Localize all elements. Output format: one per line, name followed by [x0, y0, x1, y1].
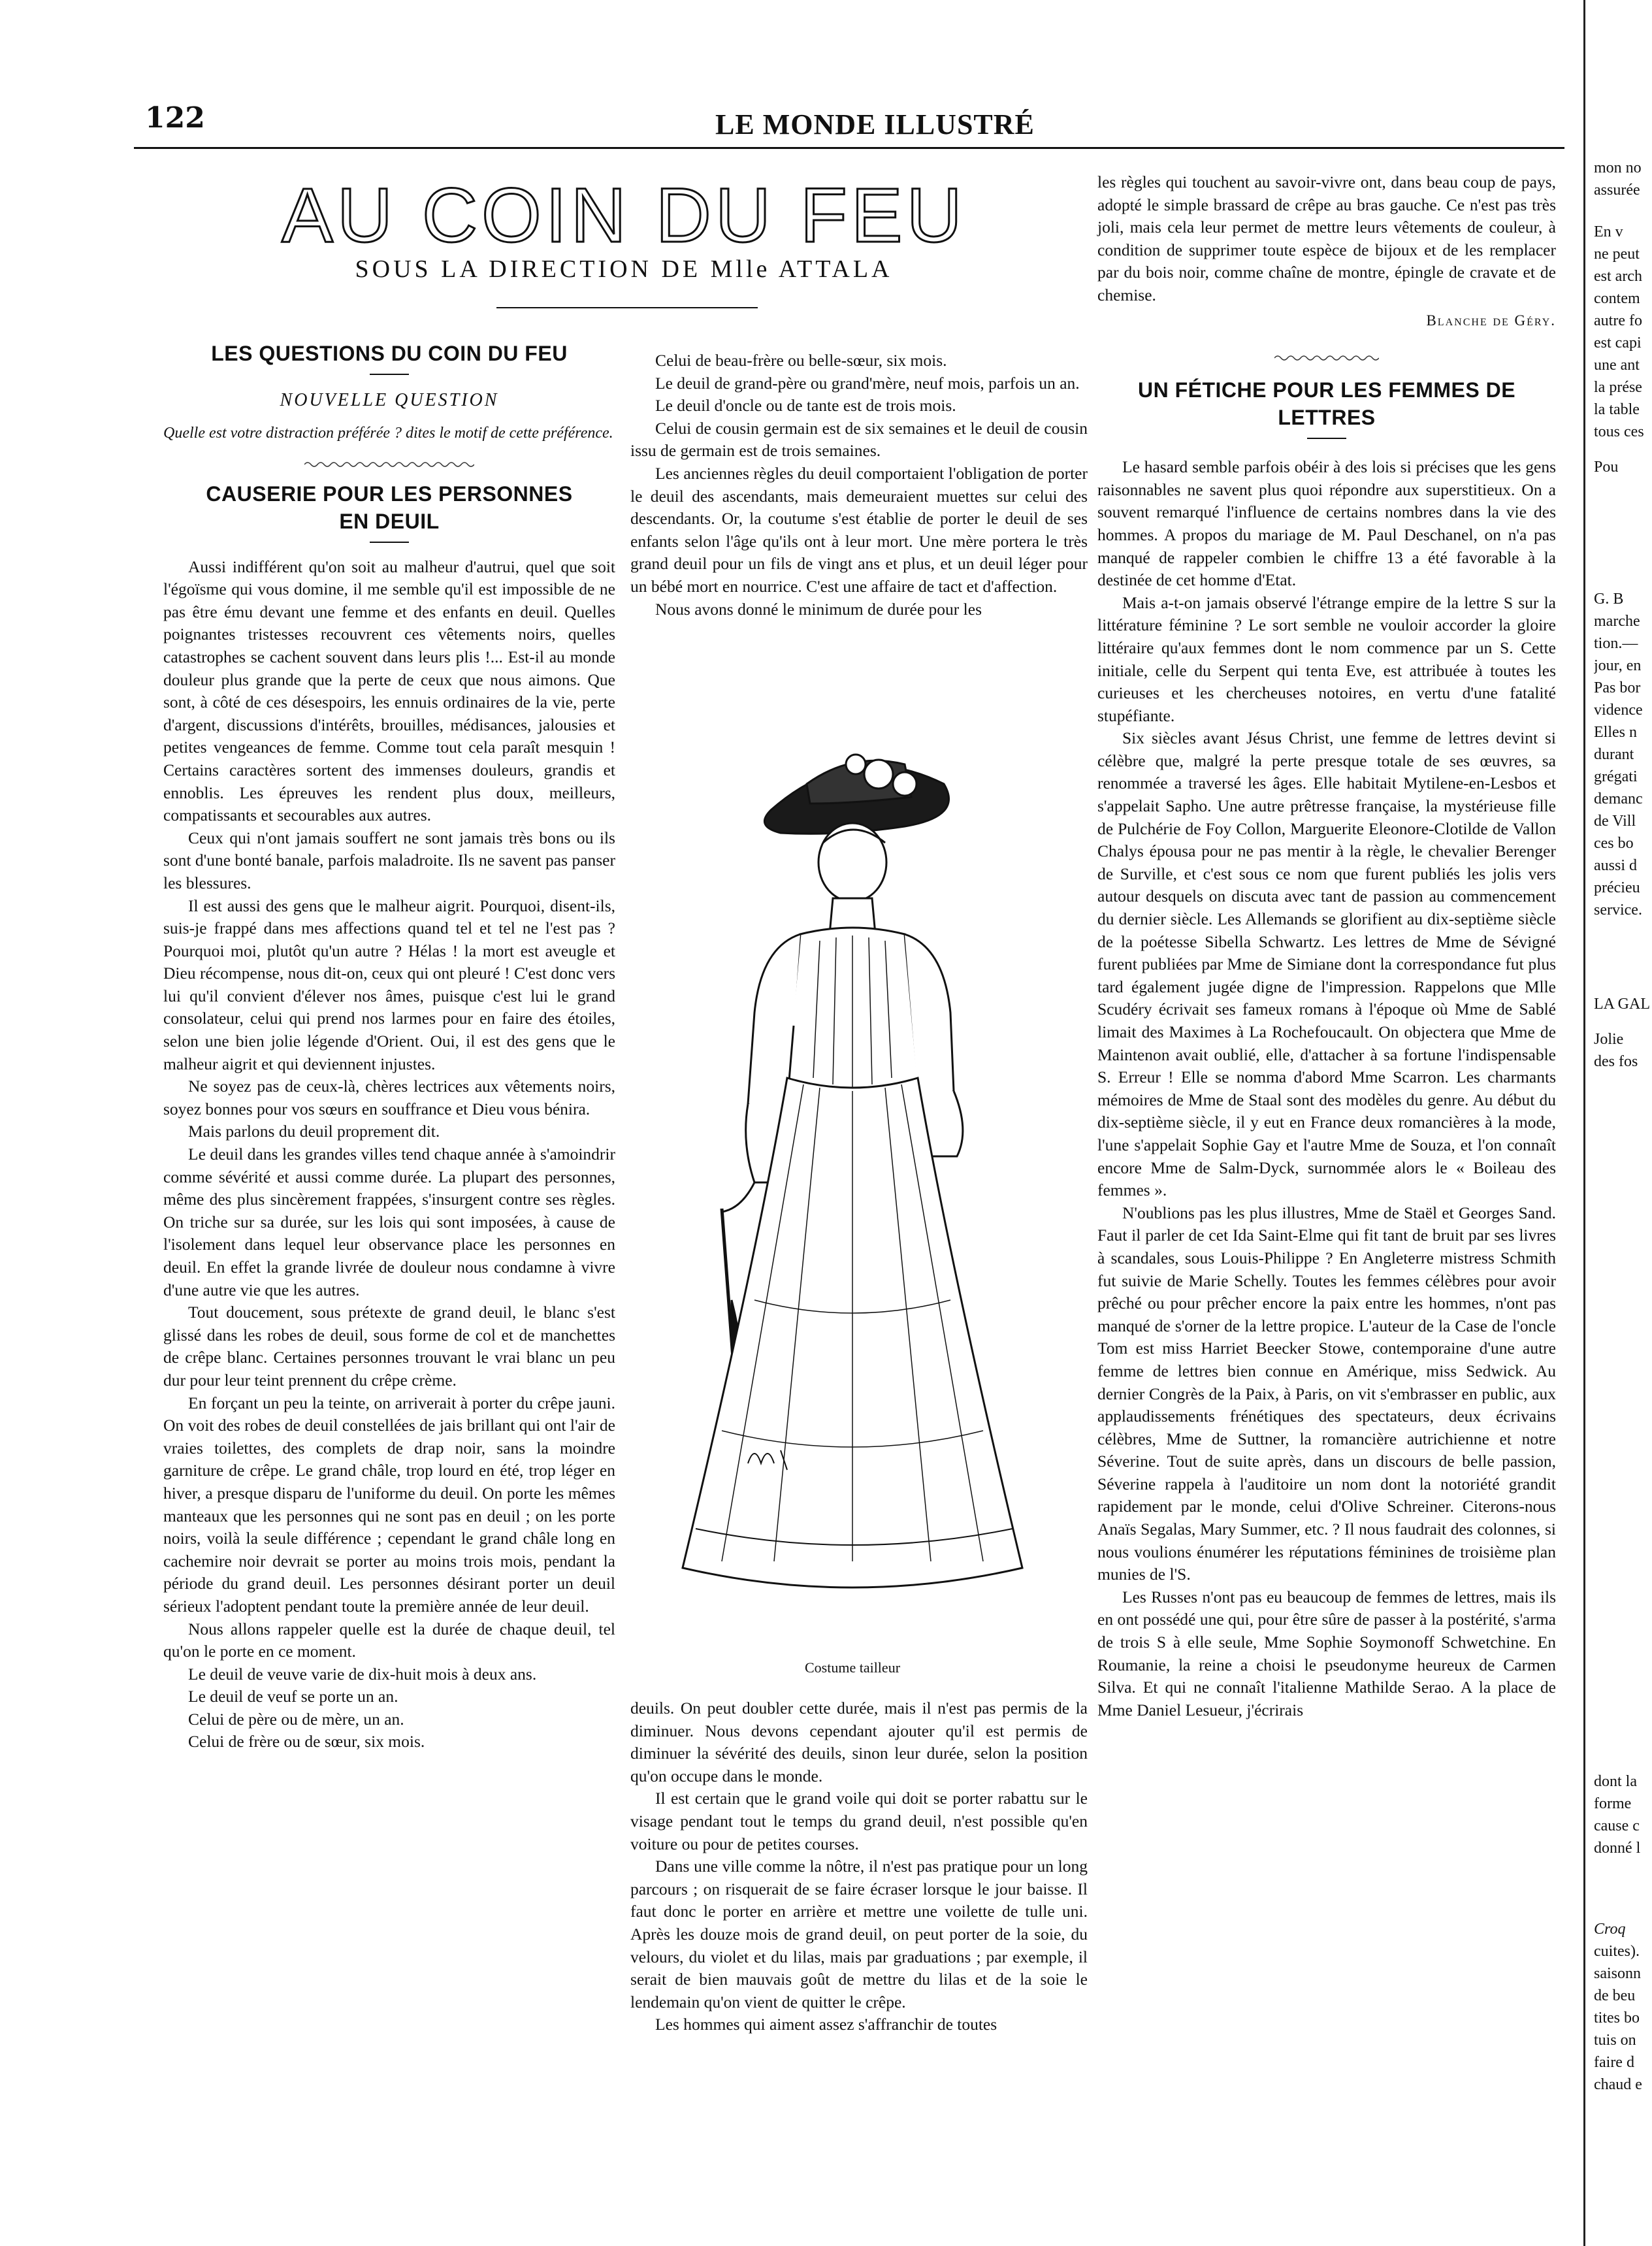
fragment: contem: [1594, 290, 1640, 307]
fragment: la prése: [1594, 379, 1642, 396]
fragment: marche: [1594, 613, 1640, 630]
section-title-deuil-line2: EN DEUIL: [339, 509, 440, 533]
fragment: de Vill: [1594, 813, 1636, 830]
paragraph: Les hommes qui aiment assez s'affranchir de toutes: [655, 2015, 997, 2034]
paragraph: Mais a-t-on jamais observé l'étrange empire de la lettre S sur la littérature féminine ? Le sort semble ne vouloir accorder la gloire littéraire qu'aux femmes dont le nom commence par un S. Cette initiale, celle du Serpent qui tenta Eve, est attribuée à toutes les curieuses et les chercheuses notoires, en vertu d'une fatalité stupéfiante.: [1097, 593, 1556, 725]
illustration-caption: Costume tailleur: [804, 1659, 901, 1676]
fragment: Elles n: [1594, 724, 1637, 741]
paragraph: Celui de beau-frère ou belle-sœur, six mois.: [655, 351, 947, 370]
fragment: des fos: [1594, 1053, 1638, 1070]
squiggle-divider: [304, 461, 474, 468]
fragment: durant: [1594, 746, 1634, 763]
paragraph: Le hasard semble parfois obéir à des lois si précises que les gens raisonnables ne savent plus quoi répondre aux superstitieux. On a souvent remarqué l'influence de certains nombres dans la vie des hommes. A propos du mariage de M. Paul Deschanel, on n'a pas manqué de rappeler combien le chiffre 13 a été favorable à la destinée de cet homme d'Etat.: [1097, 457, 1556, 590]
paragraph: Nous avons donné le minimum de durée pour les: [655, 599, 982, 619]
column-1: [163, 340, 615, 1753]
fragment: LA GAL: [1594, 996, 1650, 1013]
next-page-fragments-bottom: [1594, 1770, 1652, 2096]
paragraph: Le deuil dans les grandes villes tend chaque année à s'amoindrir comme sévérité et aussi comme durée. La plupart des personnes, même des plus sincèrement frappées, s'insurgent contre ses règles. On triche sur sa durée, sur les lois qui sont imposées, à cause de l'isolement dans lequel leur observance place les personnes en deuil. En effet la grande livrée de douleur nous condamne à vivre d'une autre vie que les autres.: [163, 1145, 615, 1299]
fragment: Pou: [1594, 459, 1619, 476]
fragment: est arch: [1594, 268, 1642, 285]
fragment: chaud e: [1594, 2076, 1642, 2093]
fragment: cuites).: [1594, 1943, 1640, 1960]
paragraph: Nous allons rappeler quelle est la durée de chaque deuil, tel qu'on le porte en ce moment.: [163, 1619, 615, 1661]
fragment: grégati: [1594, 768, 1638, 785]
fragment: Jolie: [1594, 1031, 1624, 1048]
column-2-top: [630, 350, 1088, 621]
fragment: demanc: [1594, 790, 1643, 807]
fragment: vidence: [1594, 702, 1643, 719]
paragraph: Le deuil de veuf se porte un an.: [188, 1687, 398, 1706]
paragraph: En forçant un peu la teinte, on arriverait à porter du crêpe jauni. On voit des robes de deuil constellées de jais brillant qui ont l'air de vraies toilettes, des complets de drap noir, sans la moindre garniture de crêpe. Le grand châle, trop lourd en été, trop léger en hiver, a presque disparu de l'uniforme du deuil. On porte les mêmes manteaux que les personnes qui ne sont pas en deuil ; on les porte noirs, voilà la seule différence ; cependant le grand châle long en cachemire noir devrait se porter au moins trois mois, pendant la période du grand deuil. Les personnes désirant porter un deuil sérieux l'adoptent pendant toute la première année de leur deuil.: [163, 1393, 615, 1616]
fragment: aussi d: [1594, 857, 1637, 874]
section-title-questions: LES QUESTIONS DU COIN DU FEU: [211, 342, 568, 365]
header-rule: [134, 147, 1564, 149]
fragment: autre fo: [1594, 312, 1642, 329]
fragment: tuis on: [1594, 2032, 1636, 2049]
fragment: G. B: [1594, 591, 1624, 608]
paragraph: Le deuil de veuve varie de dix-huit mois à deux ans.: [188, 1664, 537, 1684]
masthead-rule: [496, 307, 758, 308]
paragraph: Tout doucement, sous prétexte de grand deuil, le blanc s'est glissé dans les robes de deuil, sous forme de col et de manchettes de crêpe blanc. Certaines personnes trouvant le vrai blanc un peu dur pour leur teint prennent du crêpe crème.: [163, 1303, 615, 1390]
paragraph: Les Russes n'ont pas eu beaucoup de femmes de lettres, mais ils en ont possédé une qui, pour être sûre de passer à la postérité, s'arma de trois S à elle seule, Mme Sophie Soymonoff Schwetchine. En Roumanie, la reine a choisi le pseudonyme heureux de Carmen Silva. Et qui ne connaît l'italienne Mathilde Serao. A la place de Mme Daniel Lesueur, j'écrirais: [1097, 1587, 1556, 1719]
fragment: précieu: [1594, 879, 1640, 896]
paragraph: Ceux qui n'ont jamais souffert ne sont jamais très bons ou ils sont d'une bonté banale, parfois maladroite. Ils ne savent pas panser les blessures.: [163, 828, 615, 892]
paragraph: Celui de cousin germain est de six semaines et le deuil de cousin issu de germain est de trois semaines.: [630, 418, 1088, 461]
fragment: la table: [1594, 401, 1640, 418]
fragment: En v: [1594, 223, 1623, 240]
fragment: assurée: [1594, 182, 1640, 199]
paragraph: Celui de père ou de mère, un an.: [188, 1709, 404, 1729]
paragraph: Il est aussi des gens que le malheur aigrit. Pourquoi, disent-ils, suis-je frappé dans mes affections quand tel et tel ne l'est pas ? Pourquoi moi, plutôt qu'un autre ? Hélas ! la mort est aveugle et Dieu récompense, nous dit-on, ceux qui ont pleuré ! C'est donc vers lui qu'il convient d'élever nos âmes, puisque c'est lui le grand consolateur, celui qui prend nos larmes pour en faire des étoiles, selon une bien jolie légende d'Orient. Oui, il est des gens que le malheur aigrit et qui deviennent injustes.: [163, 896, 615, 1073]
fragment: ces bo: [1594, 835, 1634, 852]
fragment: tites bo: [1594, 2010, 1640, 2026]
fragment: saisonn: [1594, 1965, 1641, 1982]
fragment: de beu: [1594, 1987, 1636, 2004]
next-page-fragments-top: [1594, 157, 1652, 478]
fragment: forme: [1594, 1795, 1632, 1812]
fragment: une ant: [1594, 357, 1640, 374]
new-question-label: NOUVELLE QUESTION: [280, 390, 499, 410]
column-subtitle: SOUS LA DIRECTION DE Mlle ATTALA: [355, 255, 893, 283]
fragment: Croq: [1594, 1921, 1626, 1938]
paragraph: Dans une ville comme la nôtre, il n'est pas pratique pour un long parcours ; on risquerait de se faire écraser lorsque le jour baisse. Il faut donc le porter en arrière et mettre une voilette de tulle uni. Après les douze mois de grand deuil, on peut porter de la soie, du velours, du violet et du lilas, mais par graduations ; par exemple, il serait de bien mauvais goût de mettre du lilas et de la soie le lendemain qu'on vient de quitter le crêpe.: [630, 1857, 1088, 2011]
fragment: donné l: [1594, 1840, 1641, 1857]
fragment: Pas bor: [1594, 679, 1641, 696]
costume-illustration: [656, 712, 1048, 1646]
paragraph: Mais parlons du deuil proprement dit.: [188, 1122, 440, 1141]
column-2-bottom: [630, 1697, 1088, 2036]
paragraph: Six siècles avant Jésus Christ, une femme de lettres devint si célèbre que, malgré la perte presque totale de ses œuvres, sa renommée a traversé les âges. Elle habitait Mytilene-en-Lesbos et s'appelait Sapho. Une autre prêtresse française, la mystérieuse fille de Pulchérie de Foy Collon, Marguerite Eleonore-Clotilde de Vallon Chalys épousa pour ne pas mentir à la règle, le chevalier Berenger de Surville, et c'est sous ce nom que furent publiés les jolis vers autour desquels on discuta avec tant de passion au commencement du dernier siècle. Les Allemands se glorifient au dix-septième siècle de la poétesse Sibella Schwartz. Les lettres de Mme de Sévigné furent publiées par Mme de Simiane dont la correspondance fut plus tard également jugée digne de l'impression. Rappelons que Mlle Scudéry écrivait ses fameux romans à l'époque où Mme de Sablé limait des Maximes à La Rochefoucault. On objectera que Mme de Maintenon avait oublié, elle, d'attacher à sa fortune l'indispensable S. Erreur ! Elle se nomma d'abord Mme Scarron. Les charmants mémoires de Mme de Staal sont des modèles du genre. Au début du dix-septième siècle, il y eut en France deux romancières à la mode, l'une s'appelait Sophie Gay et l'autre Mme de Souza, et l'on connaît encore Mme de Salm-Dyck, surnommée alors le « Boileau des femmes ».: [1097, 728, 1556, 1200]
fragment: tous ces: [1594, 423, 1644, 440]
section-rule: [370, 374, 409, 375]
paragraph: N'oublions pas les plus illustres, Mme de Staël et Georges Sand. Faut il parler de cet Ida Saint-Elme qui fit tant de bruit par ses livres à scandales, sous Louis-Philippe ? En Angleterre mistress Schmith fut suivie de Marie Schelly. Toutes les femmes célèbres pour avoir prêché ou pour prêcher encore la paix entre les hommes, n'ont pas manqué de s'orner de la lettre propice. L'auteur de la Case de l'oncle Tom est miss Harriet Beecker Stowe, contemporaine d'une autre femme de lettres bien connue en Amérique, miss Sedwick. Au dernier Congrès de la Paix, à Paris, on vit s'embrasser en public, aux applaudissements frénétiques des spectateurs, deux écrivains célèbres, Mme de Suttner, la romancière autrichienne et notre Séverine. Tout de suite après, dans un discours de belle passion, Séverine rappela à l'auditoire un nom dont la notoriété grandit rapidement par le monde, celui d'Olive Schreiner. Citerons-nous Anaïs Segalas, Mary Summer, etc. ? Il nous faudrait des colonnes, si nous voulions énumérer les réputations féminines de troisième plan munies de l'S.: [1097, 1203, 1556, 1584]
fragment: jour, en: [1594, 657, 1642, 674]
paragraph: deuils. On peut doubler cette durée, mais il n'est pas permis de la diminuer. Nous devons cependant ajouter qu'il est permis de diminuer la sévérité des deuils, sinon leur durée, selon la position qu'on occupe dans le monde.: [630, 1699, 1088, 1785]
page-gutter: [1583, 0, 1585, 2246]
paragraph: Le deuil de grand-père ou grand'mère, neuf mois, parfois un an.: [655, 373, 1080, 393]
page-number: 122: [145, 101, 205, 135]
paragraph: Ne soyez pas de ceux-là, chères lectrices aux vêtements noirs, soyez bonnes pour vos sœurs en souffrance et Dieu vous bénira.: [163, 1077, 615, 1118]
fragment: mon no: [1594, 159, 1642, 176]
section-rule: [370, 542, 409, 543]
paragraph: Celui de frère ou de sœur, six mois.: [188, 1732, 425, 1751]
question-text: Quelle est votre distraction préférée ? dites le motif de cette préférence.: [163, 424, 613, 442]
publication-title: LE MONDE ILLUSTRÉ: [715, 108, 1035, 140]
fragment: cause c: [1594, 1817, 1640, 1834]
section-title-deuil-line1: CAUSERIE POUR LES PERSONNES: [206, 481, 573, 506]
paragraph: Il est certain que le grand voile qui doit se porter rabattu sur le visage pendant tout le temps du grand deuil, n'est possible qu'en voiture ou pour de petites courses.: [630, 1789, 1088, 1853]
fragment: dont la: [1594, 1773, 1637, 1790]
squiggle-divider: [1274, 354, 1379, 362]
paragraph: Les anciennes règles du deuil comportaient l'obligation de porter le deuil des ascendants, mais demeuraient muettes sur celui des descendants. Or, la coutume s'est établie de porter le deuil de ses enfants selon l'âge qu'ils ont à leur mort. Une mère portera le très grand deuil pour un fils de vingt ans et plus, et un deuil léger pour un bébé mort en nourrice. C'est une affaire de tact et d'affection.: [630, 463, 1088, 596]
next-page-fragments-mid: [1594, 588, 1652, 1073]
fragment: service.: [1594, 902, 1642, 919]
paragraph: les règles qui touchent au savoir-vivre ont, dans beau coup de pays, adopté le simple brassard de crêpe au bras gauche. Ce n'est pas très joli, mais cela leur permet de mettre leurs vêtements de couleur, à condition de supprimer toute espèce de bijoux et de les remplacer par du bois noir, comme chaîne de montre, épingle de cravate et de chemise.: [1097, 172, 1556, 304]
paragraph: Le deuil d'oncle ou de tante est de trois mois.: [655, 396, 956, 415]
fragment: ne peut: [1594, 246, 1640, 263]
fragment: tion.—: [1594, 635, 1638, 652]
section-rule: [1307, 438, 1346, 439]
column-3: [1097, 171, 1556, 1721]
section-title-fetiche-line2: LETTRES: [1278, 406, 1376, 430]
column-title: AU COIN DU FEU: [282, 172, 966, 259]
fragment: faire d: [1594, 2054, 1634, 2071]
section-title-fetiche-line1: UN FÉTICHE POUR LES FEMMES DE: [1137, 378, 1516, 402]
article-signature: Blanche de Géry.: [1426, 312, 1556, 329]
paragraph: Aussi indifférent qu'on soit au malheur d'autrui, quel que soit l'égoïsme qui vous domine, il me semble qu'il est impossible de ne pas être ému devant une femme et des enfants en deuil. Quelles poignantes tristesses recouvrent ces vêtements noirs, quelles catastrophes se cachent souvent dans leurs plis !... Est-il au monde douleur plus grande que la perte de ceux que nous aimons. Que sont, à côté de ces désespoirs, les ennuis ordinaires de la vie, perte d'argent, discussions d'intérêts, brouilles, médisances, jalousies et petites vengeances de femme. Comme tout cela paraît mesquin ! Certains caractères sortent des immenses douleurs, grandis et ennoblis. Les épreuves les rendent plus doux, meilleurs, compatissants et secourables aux autres.: [163, 557, 615, 825]
fragment: est capi: [1594, 334, 1642, 351]
